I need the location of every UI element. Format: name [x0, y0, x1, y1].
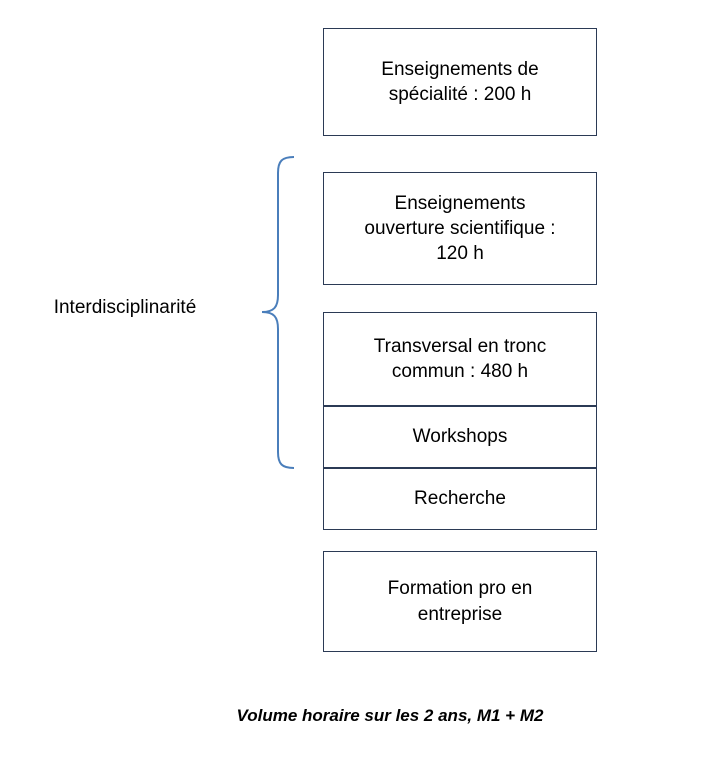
- box-line: ouverture scientifique :: [364, 217, 556, 239]
- box-formation-pro-entreprise: [323, 551, 597, 652]
- box-line: Enseignements de: [381, 58, 539, 80]
- box-line: spécialité : 200 h: [388, 84, 532, 105]
- interdisciplinarity-label: Interdisciplinarité: [53, 297, 197, 318]
- box-line: 120 h: [436, 243, 484, 265]
- box-line: Transversal en tronc: [373, 335, 547, 357]
- box-enseignements-specialite: [323, 28, 597, 136]
- box-line: commun : 480 h: [391, 361, 529, 382]
- box-transversal-tronc-commun: [323, 312, 597, 406]
- diagram-caption: Volume horaire sur les 2 ans, M1 + M2: [236, 706, 544, 725]
- curly-brace-icon: [248, 155, 296, 470]
- box-workshops: [323, 406, 597, 468]
- box-line: Formation pro en: [387, 578, 533, 600]
- box-line: Workshops: [412, 426, 508, 448]
- box-line: Enseignements: [394, 192, 526, 214]
- box-line: Recherche: [414, 488, 506, 510]
- box-line: entreprise: [417, 603, 503, 625]
- box-recherche: [323, 468, 597, 530]
- box-enseignements-ouverture-scientifique: [323, 172, 597, 285]
